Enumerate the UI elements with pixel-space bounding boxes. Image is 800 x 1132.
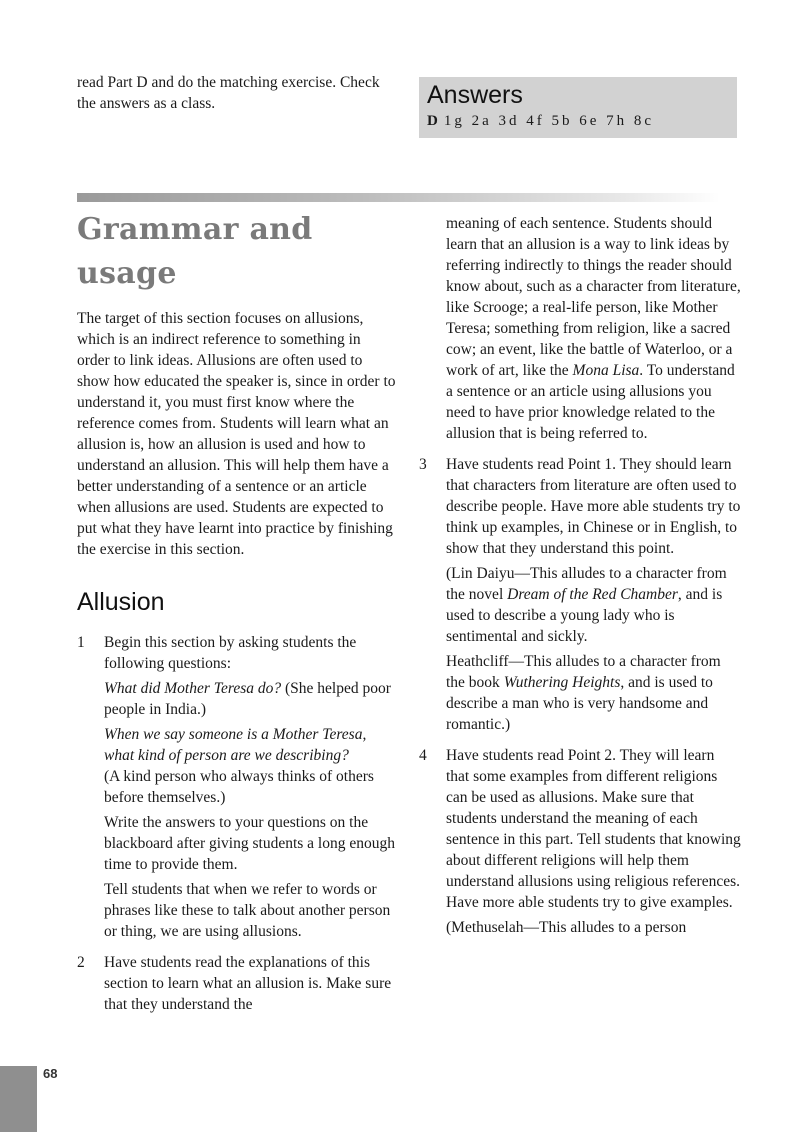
example-italic: Wuthering Heights (503, 674, 621, 691)
example-text: Heathcliff—This alludes to a character from the book (446, 653, 721, 691)
item-paragraph: Write the answers to your questions on the blackboard after giving students a long enough time to provide them. (104, 814, 395, 873)
list-item-2 (77, 952, 397, 1015)
question-1-text: What did Mother Teresa do? (104, 680, 282, 697)
top-intro-text: read Part D and do the matching exercise. Check the answers as a class. (77, 74, 380, 112)
question-2-text: When we say someone is a Mother Teresa, what kind of person are we describing? (104, 726, 367, 764)
page-tab (0, 1066, 37, 1132)
example-1 (446, 563, 741, 647)
answers-title: Answers (427, 81, 523, 109)
list-item-4 (419, 745, 741, 938)
answer-1-text: (She helped poor people in India.) (104, 680, 391, 718)
list-item-1 (77, 632, 397, 942)
allusion-heading: Allusion (77, 588, 165, 616)
answers-line (427, 113, 729, 130)
item-number: 4 (419, 747, 427, 764)
item-body (446, 745, 741, 938)
item-text: Have students read Point 2. They will learn that some examples from different religions can be used as allusions. Make sure that students understand the meaning of each sentence in this part. Tell students that knowing about different religions will help them understand allusions using religious references. Have more able students try to give examples. (446, 747, 741, 911)
page-number: 68 (43, 1066, 58, 1081)
answers-box (419, 77, 737, 138)
item-paragraph: Tell students that when we refer to words or phrases like these to talk about another person or thing, we are using allusions. (104, 881, 391, 940)
item-text-italic: Mona Lisa (572, 362, 640, 379)
example-2 (446, 651, 741, 735)
example-text: , and is used to describe a young lady who is sentimental and sickly. (446, 586, 723, 645)
item-body (104, 632, 397, 942)
answers-items: 1g 2a 3d 4f 5b 6e 7h 8c (443, 113, 655, 129)
item-body (446, 454, 741, 735)
question-1 (104, 678, 397, 720)
list-item-3 (419, 454, 741, 735)
answers-label: D (427, 113, 438, 129)
section-title: Grammar and usage (77, 212, 313, 291)
item-text: Have students read Point 1. They should learn that characters from literature are often used to describe people. Have more able students try to think up examples, in Chinese or in English, to show that they understand this point. (446, 456, 741, 557)
example-1: (Methuselah—This alludes to a person (446, 919, 687, 936)
item-body (104, 952, 397, 1015)
right-column (419, 213, 741, 938)
item-text-continued (446, 213, 741, 444)
question-2 (104, 724, 397, 808)
section-divider-bar (77, 193, 720, 202)
example-text: , and is used to describe a man who is very handsome and romantic.) (446, 674, 713, 733)
item-number: 2 (77, 954, 85, 971)
item-text: Have students read the explanations of this section to learn what an allusion is. Make sure that they understand the (104, 954, 392, 1013)
item-number: 1 (77, 634, 85, 651)
grammar-intro: The target of this section focuses on allusions, which is an indirect reference to something in order to link ideas. Allusions are often used to show how educated the speaker is, since in order to understand it, you must first know where the reference comes from. Students will learn what an allusion is, how an allusion is used and how to understand an allusion. This will help them have a better understanding of a sentence or an article when allusions are used. Students are expected to put what they have learnt into practice by finishing the exercise in this section. (77, 310, 396, 558)
item-text: Begin this section by asking students the following questions: (104, 634, 357, 672)
left-column (77, 208, 397, 1015)
item-text-part: . To understand a sentence or an article using allusions you need to have prior knowledge related to the allusion that is being referred to. (446, 362, 735, 442)
example-italic: Dream of the Red Chamber (507, 586, 678, 603)
list-item-2-continued (419, 213, 741, 444)
example-text: (Lin Daiyu—This alludes to a character from the novel (446, 565, 727, 603)
answer-2-text: (A kind person who always thinks of others before themselves.) (104, 768, 374, 806)
item-text-part: meaning of each sentence. Students should learn that an allusion is a way to link ideas by referring indirectly to things the reader should know about, such as a character from literature, like Scrooge; a real-life person, like Mother Teresa; something from religion, like a sacred cow; an event, like the battle of Waterloo, or a work of art, like the (446, 215, 741, 379)
item-number: 3 (419, 456, 427, 473)
